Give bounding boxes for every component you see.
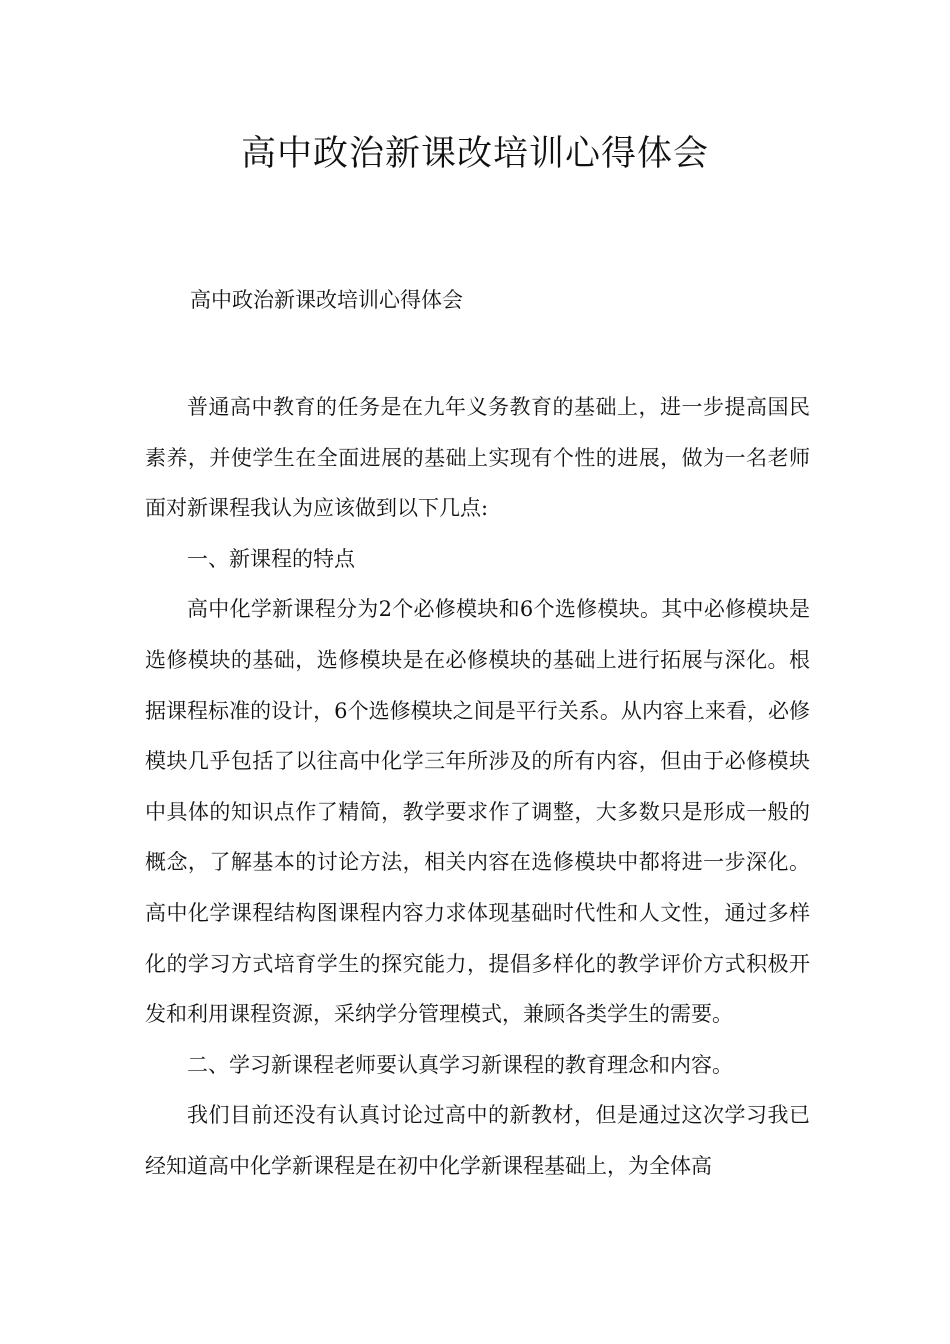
section-heading-1: 一、新课程的特点 [187,546,355,571]
document-subtitle: 高中政治新课改培训心得体会 [190,288,463,312]
section-heading-2: 二、学习新课程老师要认真学习新课程的教育理念和内容。 [187,1052,733,1077]
document-body [145,382,810,1192]
paragraph-learning: 我们目前还没有认真讨论过高中的新教材，但是通过这次学习我已经知道高中化学新课程是在初中化学新课程基础上，为全体高 [145,1103,810,1178]
document-title: 高中政治新课改培训心得体会 [240,134,709,174]
paragraph-course-features: 高中化学新课程分为2个必修模块和6个选修模块。其中必修模块是选修模块的基础，选修模块是在必修模块的基础上进行拓展与深化。根据课程标准的设计，6个选修模块之间是平行关系。从内容上来看，必修模块几乎包括了以往高中化学三年所涉及的所有内容，但由于必修模块中具体的知识点作了精简，教学要求作了调整，大多数只是形成一般的概念，了解基本的讨论方法，相关内容在选修模块中都将进一步深化。高中化学课程结构图课程内容力求体现基础时代性和人文性，通过多样化的学习方式培育学生的探究能力，提倡多样化的教学评价方式积极开发和利用课程资源，采纳学分管理模式，兼顾各类学生的需要。 [145,597,810,1027]
paragraph-intro: 普通高中教育的任务是在九年义务教育的基础上，进一步提高国民素养，并使学生在全面进展的基础上实现有个性的进展，做为一名老师面对新课程我认为应该做到以下几点: [145,395,810,521]
